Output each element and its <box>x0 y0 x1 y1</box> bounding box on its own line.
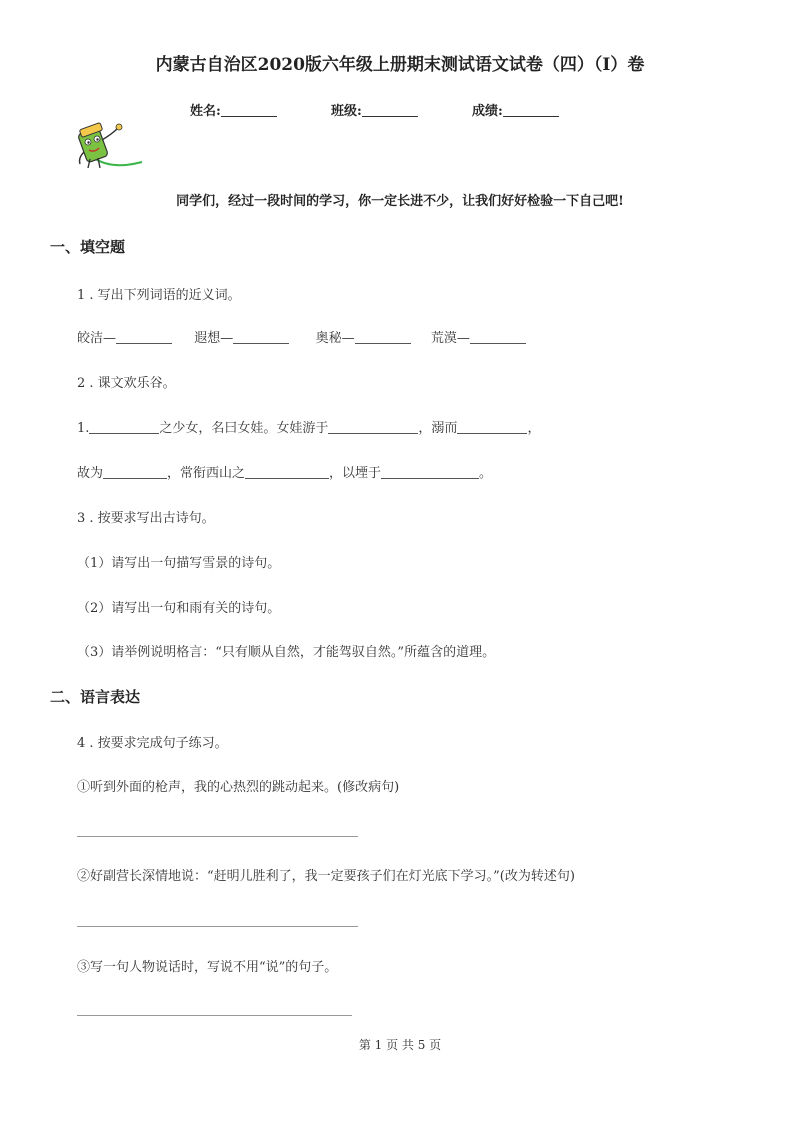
section-2-title: 二、语言表达 <box>50 688 141 706</box>
q2-text-2a: 故为 <box>77 466 104 481</box>
q2-text-2c: ，以堙于 <box>329 466 382 481</box>
q4-answer-line-1[interactable] <box>77 836 358 837</box>
score-blank[interactable] <box>503 103 559 117</box>
q2-text-1d: ， <box>527 421 541 436</box>
q1-blank-1[interactable] <box>116 331 172 344</box>
q4-answer-line-3[interactable] <box>77 1015 352 1016</box>
q2-text-1b: 之少女，名曰女娃。女娃游于 <box>159 421 329 436</box>
q2-blank-1[interactable] <box>89 421 159 434</box>
intro-text: 同学们，经过一段时间的学习，你一定长进不少，让我们好好检验一下自己吧! <box>176 194 624 209</box>
page-title: 内蒙古自治区2020版六年级上册期末测试语文试卷（四）（I）卷 <box>155 55 645 75</box>
q4-stem: 4 . 按要求完成句子练习。 <box>77 736 228 751</box>
score-label: 成绩: <box>472 104 503 119</box>
q2-text-1a: 1. <box>77 421 90 436</box>
page-footer: 第 1 页 共 5 页 <box>358 1038 442 1052</box>
q3-part-3: （3）请举例说明格言：“只有顺从自然，才能驾驭自然。”所蕴含的道理。 <box>77 645 496 660</box>
pencil-mascot-icon <box>72 122 144 176</box>
class-blank[interactable] <box>362 103 418 117</box>
q4-answer-line-2[interactable] <box>77 926 358 927</box>
q1-word-3: 奥秘— <box>315 331 355 346</box>
q2-blank-3[interactable] <box>457 421 527 434</box>
q1-blank-2[interactable] <box>233 331 289 344</box>
class-label: 班级: <box>331 104 362 119</box>
q3-part-2: （2）请写出一句和雨有关的诗句。 <box>77 601 281 616</box>
class-field[interactable] <box>331 100 418 119</box>
q2-line-2 <box>77 462 492 481</box>
q4-part-1: ①听到外面的枪声，我的心热烈的跳动起来。(修改病句) <box>77 780 400 795</box>
name-blank[interactable] <box>221 103 277 117</box>
q2-blank-4[interactable] <box>103 466 167 479</box>
q2-text-2b: ，常衔西山之 <box>167 466 246 481</box>
section-1-title: 一、填空题 <box>50 238 126 256</box>
q2-stem: 2 . 课文欢乐谷。 <box>77 376 176 391</box>
q1-blank-3[interactable] <box>355 331 411 344</box>
q2-text-1c: ，溺而 <box>418 421 458 436</box>
q2-line-1 <box>77 417 540 436</box>
q3-stem: 3 . 按要求写出古诗句。 <box>77 511 215 526</box>
q1-word-1: 皎洁— <box>77 331 117 346</box>
q2-text-2d: 。 <box>479 466 493 481</box>
q4-part-3: ③写一句人物说话时，写说不用“说”的句子。 <box>77 960 338 975</box>
q4-part-2: ②好副营长深情地说：“赶明儿胜利了，我一定要孩子们在灯光底下学习。”(改为转述句) <box>77 869 575 884</box>
q1-blank-4[interactable] <box>470 331 526 344</box>
q2-blank-2[interactable] <box>328 421 418 434</box>
q3-part-1: （1）请写出一句描写雪景的诗句。 <box>77 556 281 571</box>
q2-blank-6[interactable] <box>381 466 479 479</box>
name-field[interactable] <box>190 100 277 119</box>
score-field[interactable] <box>472 100 559 119</box>
q1-word-4: 荒漠— <box>430 331 470 346</box>
q1-stem: 1 . 写出下列词语的近义词。 <box>77 288 241 303</box>
name-label: 姓名: <box>190 104 221 119</box>
q1-word-2: 遐想— <box>194 331 234 346</box>
q2-blank-5[interactable] <box>245 466 329 479</box>
q1-words-row <box>77 327 526 346</box>
